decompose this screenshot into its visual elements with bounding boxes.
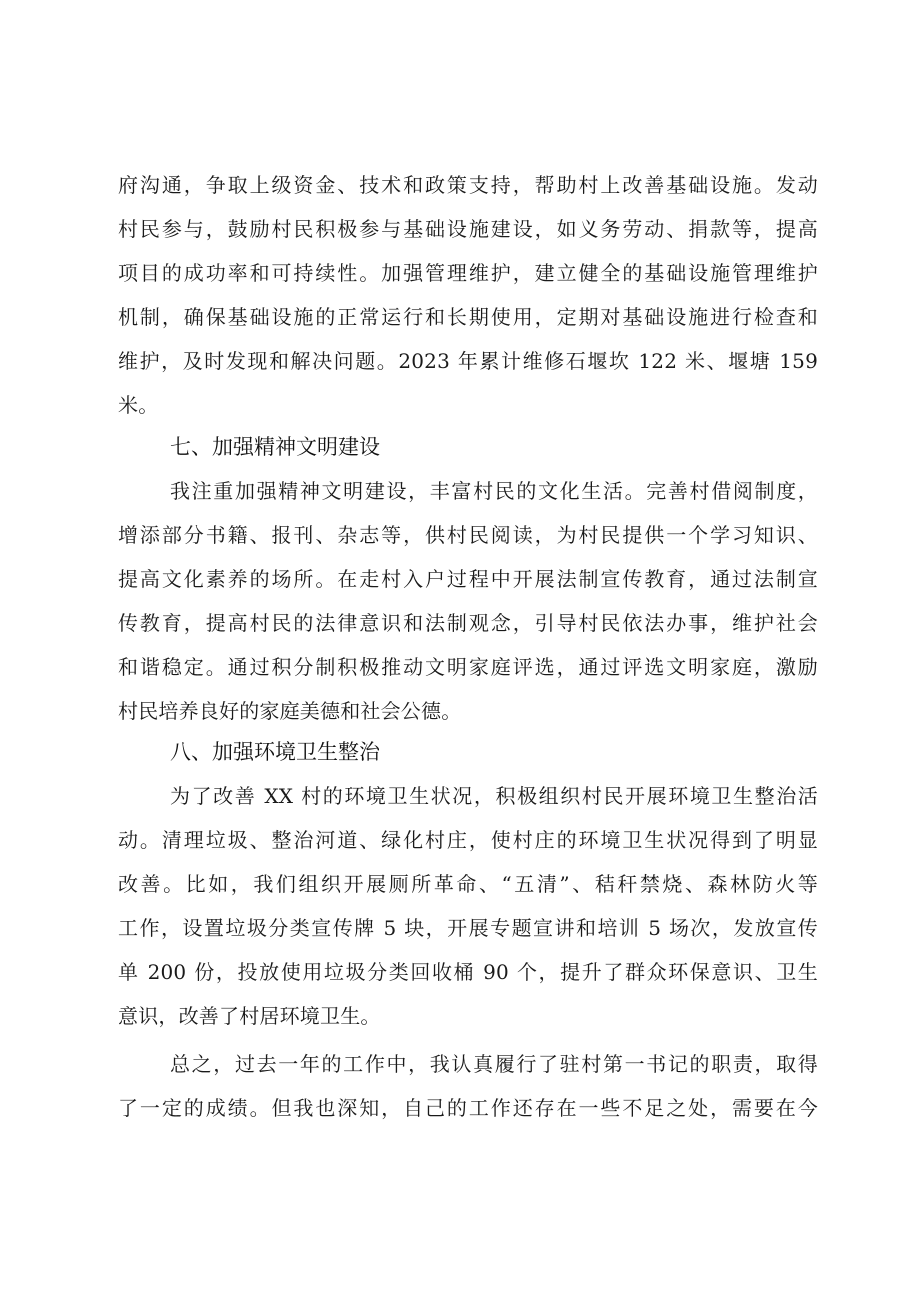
section-heading: 八、加强环境卫生整治: [170, 740, 380, 764]
paragraph-line: 机制，确保基础设施的正常运行和长期使用，定期对基础设施进行检查和: [118, 305, 818, 329]
paragraph-line: 传教育，提高村民的法律意识和法制观念，引导村民依法办事，维护社会: [118, 611, 818, 635]
paragraph-line: 工作，设置垃圾分类宣传牌 5 块，开展专题宣讲和培训 5 场次，发放宣传: [118, 916, 818, 940]
paragraph-line: 村民参与，鼓励村民积极参与基础设施建设，如义务劳动、捐款等，提高: [118, 217, 818, 241]
section-heading: 七、加强精神文明建设: [170, 435, 380, 459]
paragraph-line: 项目的成功率和可持续性。加强管理维护，建立健全的基础设施管理维护: [118, 261, 818, 285]
paragraph-line: 单 200 份，投放使用垃圾分类回收桶 90 个，提升了群众环保意识、卫生: [118, 960, 818, 984]
paragraph-line: 增添部分书籍、报刊、杂志等，供村民阅读，为村民提供一个学习知识、: [118, 523, 818, 547]
paragraph-line: 意识，改善了村居环境卫生。: [118, 1004, 381, 1028]
paragraph-line: 总之，过去一年的工作中，我认真履行了驻村第一书记的职责，取得: [170, 1052, 818, 1076]
paragraph-line: 提高文化素养的场所。在走村入户过程中开展法制宣传教育，通过法制宣: [118, 567, 818, 591]
paragraph-line: 我注重加强精神文明建设，丰富村民的文化生活。完善村借阅制度，: [170, 479, 818, 503]
paragraph-line: 和谐稳定。通过积分制积极推动文明家庭评选，通过评选文明家庭，激励: [118, 655, 818, 679]
paragraph-line: 米。: [118, 393, 159, 417]
paragraph-line: 府沟通，争取上级资金、技术和政策支持，帮助村上改善基础设施。发动: [118, 173, 818, 197]
paragraph-line: 为了改善 XX 村的环境卫生状况，积极组织村民开展环境卫生整治活: [170, 784, 818, 808]
paragraph-line: 改善。比如，我们组织开展厕所革命、“五清”、秸秆禁烧、森林防火等: [118, 872, 818, 896]
paragraph-line: 维护，及时发现和解决问题。2023 年累计维修石堰坎 122 米、堰塘 159: [118, 349, 818, 373]
paragraph-line: 村民培养良好的家庭美德和社会公德。: [118, 699, 462, 723]
paragraph-line: 动。清理垃圾、整治河道、绿化村庄，使村庄的环境卫生状况得到了明显: [118, 828, 818, 852]
paragraph-line: 了一定的成绩。但我也深知，自己的工作还存在一些不足之处，需要在今: [118, 1096, 818, 1120]
